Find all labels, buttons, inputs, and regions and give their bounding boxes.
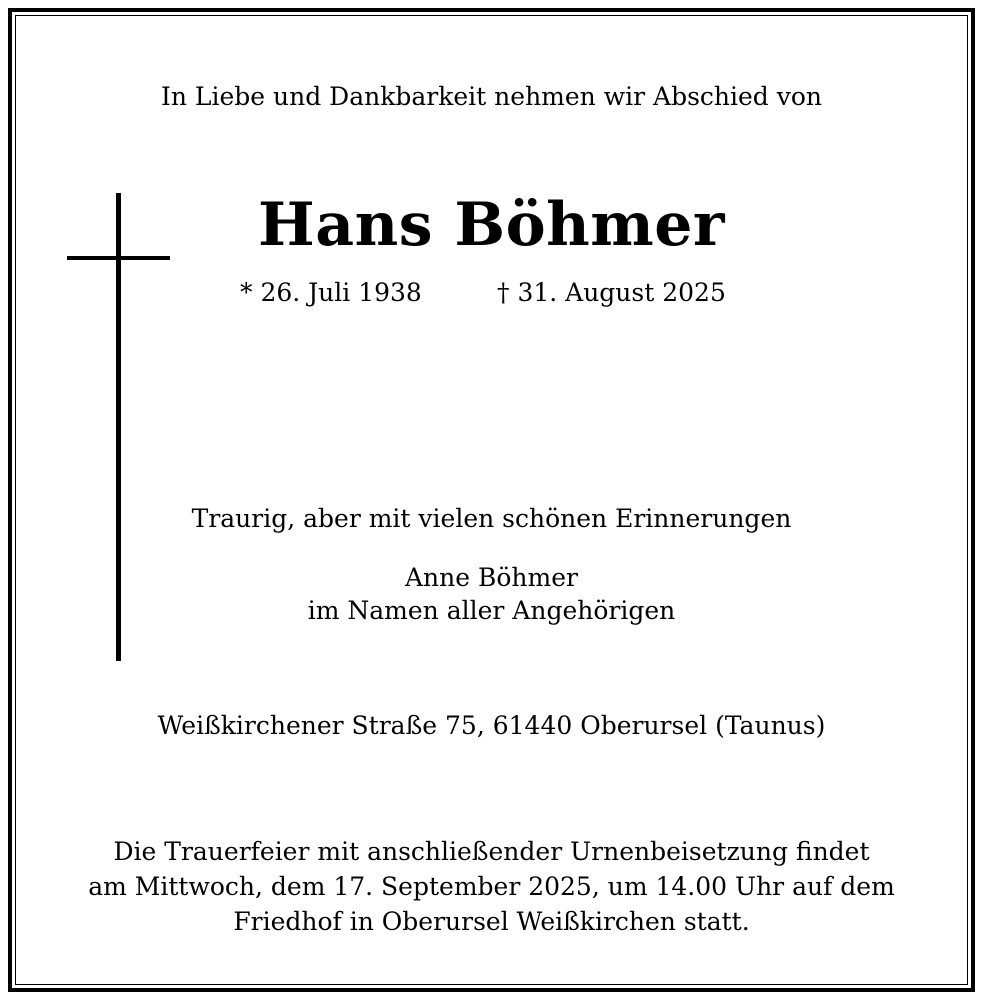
service-announcement xyxy=(0,834,983,939)
service-line-2: am Mittwoch, dem 17. September 2025, um 14.00 Uhr auf dem xyxy=(88,872,895,901)
intro-text: In Liebe und Dankbarkeit nehmen wir Abschied von xyxy=(160,82,823,111)
birth-date: * 26. Juli 1938 xyxy=(240,278,422,307)
mourning-address: Weißkirchener Straße 75, 61440 Oberursel (Taunus) xyxy=(157,711,826,740)
signer-note: im Namen aller Angehörigen xyxy=(307,596,676,625)
service-line-3: Friedhof in Oberursel Weißkirchen statt. xyxy=(233,907,750,936)
signer-name: Anne Böhmer xyxy=(405,563,578,592)
death-date: † 31. August 2025 xyxy=(497,278,726,307)
service-line-1: Die Trauerfeier mit anschließender Urnenbeisetzung findet xyxy=(113,837,870,866)
mourning-line: Traurig, aber mit vielen schönen Erinnerungen xyxy=(191,504,792,533)
deceased-name: Hans Böhmer xyxy=(258,190,725,260)
